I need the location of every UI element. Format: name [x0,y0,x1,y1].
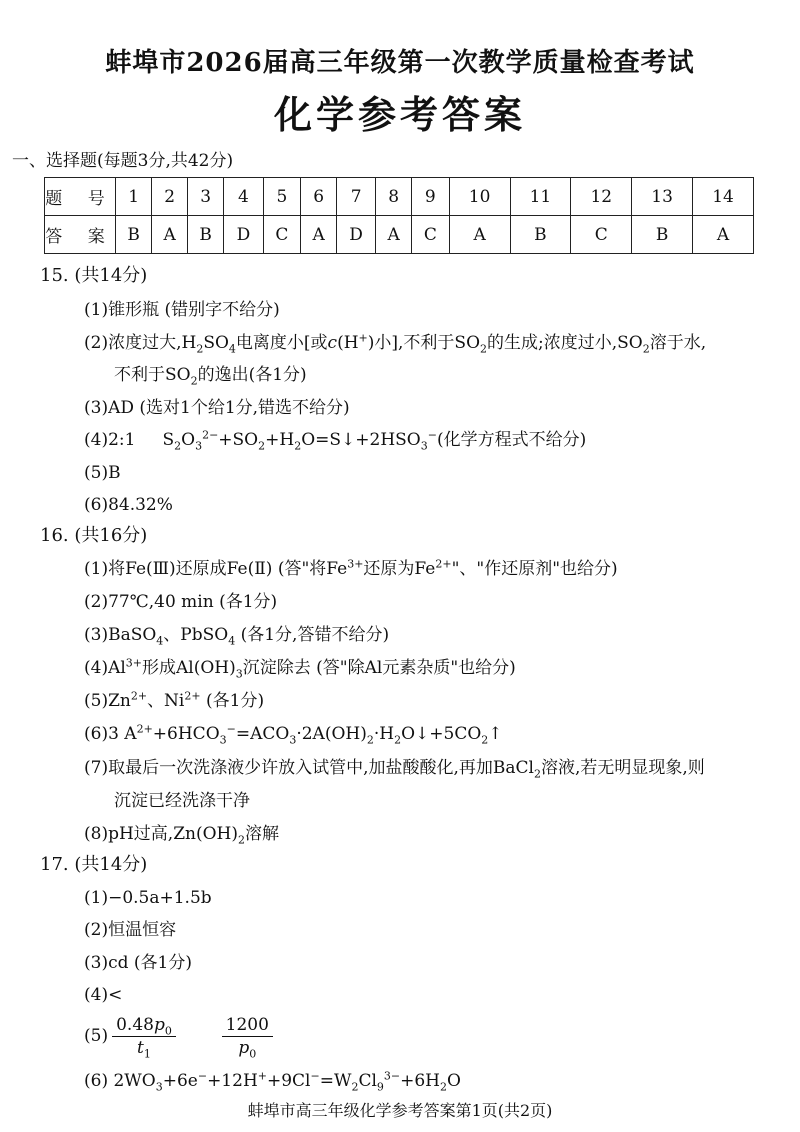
answer-cell: C [263,216,301,254]
q16-answer-3: (3)BaSO$_4$、PbSO$_4$ (各1分,答错不给分) [84,625,390,648]
question-number: 10 [449,178,510,216]
question-number: 5 [263,178,301,216]
q16-answer-1: (1)将Fe(Ⅲ)还原成Fe(Ⅱ) (答"将$Fe^{3+}$还原为$Fe^{2+}$"、"作还原剂"也给分) [84,557,618,579]
q17-answer-6: (6) $2WO_3+6e^-+12H^++9Cl^-=W_2Cl_9^{3-}+6H_2O$ [84,1069,461,1094]
answer-cell: D [336,216,375,254]
question-number: 14 [693,178,754,216]
question-16-heading: 16. (共16分) [40,525,148,546]
question-number: 13 [632,178,693,216]
answer-cell: C [411,216,449,254]
q16-answer-8: (8)pH过高$,Zn(OH)_2$溶解 [84,824,279,847]
question-17-heading: 17. (共14分) [40,854,148,875]
question-15-heading: 15. (共14分) [40,265,148,286]
q16-answer-7-continued: 沉淀已经洗涤干净 [114,791,250,811]
answer-cell: B [510,216,571,254]
q17-answer-2: (2)恒温恒容 [84,920,177,940]
q15-answer-4: (4)2:1 $S_2O_3^{2-}+SO_2+H_2O=S↓+2HSO_3^-$(化学方程式不给分) [84,428,587,453]
q15-answer-3: (3)AD (选对1个给1分,错选不给分) [84,398,350,418]
fraction-1: $\frac{0.48p_0}{t_1}$ [112,1014,176,1059]
row-label: 答 案 [45,216,116,254]
q17-answer-5: (5) $\frac{0.48p_0}{t_1}$ $\frac{1200}{p_0}$ [84,1014,277,1059]
question-number: 6 [301,178,337,216]
q15-answer-5: (5)B [84,463,121,483]
q15-answer-2: (2)浓度过大$,H_2SO_4$电离度小[或c(H+)小],不利于$SO_2$的生成;浓度过小$,SO_2$溶于水, [84,331,707,356]
answer-cell: B [116,216,152,254]
q16-answer-7: (7)取最后一次洗涤液少许放入试管中,加盐酸酸化,再加BaCl$_2$溶液,若无明显现象,则 [84,758,705,781]
q16-answer-4: $(4)Al^{3+}$形成$Al(OH)_3$沉淀除去 (答"除Al元素杂质"也给分) [84,656,516,681]
q16-answer-2: (2)77℃,40 min (各1分) [84,592,278,612]
q15-answer-6: (6)84.32% [84,495,173,515]
q15-answer-1: (1)锥形瓶 (错别字不给分) [84,300,280,320]
q16-answer-6: (6)3 $A^{2+}+6HCO_3^-=ACO_3\cdot 2A(OH)_2\cdot H_2O↓+5CO_2↑$ [84,722,503,747]
answer-cell: C [571,216,632,254]
document-title: 化学参考答案 [273,92,526,137]
q15-answer-2-continued: 不利于$SO_2$的逸出(各1分) [114,365,307,388]
answer-cell: D [224,216,263,254]
question-number: 8 [376,178,412,216]
fraction-2: $\frac{1200}{p_0}$ [222,1014,273,1059]
answer-table [44,177,754,254]
answer-cell: A [376,216,412,254]
answer-row [45,216,754,254]
question-number: 4 [224,178,263,216]
question-number: 12 [571,178,632,216]
answer-cell: B [187,216,223,254]
answer-cell: A [693,216,754,254]
q17-answer-1: (1)−0.5a+1.5b [84,888,212,908]
q17-answer-3: (3)cd (各1分) [84,953,192,973]
question-number: 3 [187,178,223,216]
question-number: 11 [510,178,571,216]
question-number: 7 [336,178,375,216]
answer-cell: A [152,216,188,254]
question-number: 1 [116,178,152,216]
question-number: 9 [411,178,449,216]
answer-cell: A [449,216,510,254]
answer-cell: A [301,216,337,254]
row-label: 题 号 [45,178,116,216]
answer-cell: B [632,216,693,254]
question-number: 2 [152,178,188,216]
page-footer: 蚌埠市高三年级化学参考答案第1页(共2页) [247,1101,553,1120]
q17-answer-4: (4)< [84,985,123,1005]
exam-title: 蚌埠市2026届高三年级第一次教学质量检查考试 [105,48,695,78]
question-number-row [45,178,754,216]
q16-answer-5: $(5)Zn^{2+}$、$Ni^{2+}$ (各1分) [84,689,265,711]
section-heading: 一、选择题(每题3分,共42分) [12,151,234,171]
